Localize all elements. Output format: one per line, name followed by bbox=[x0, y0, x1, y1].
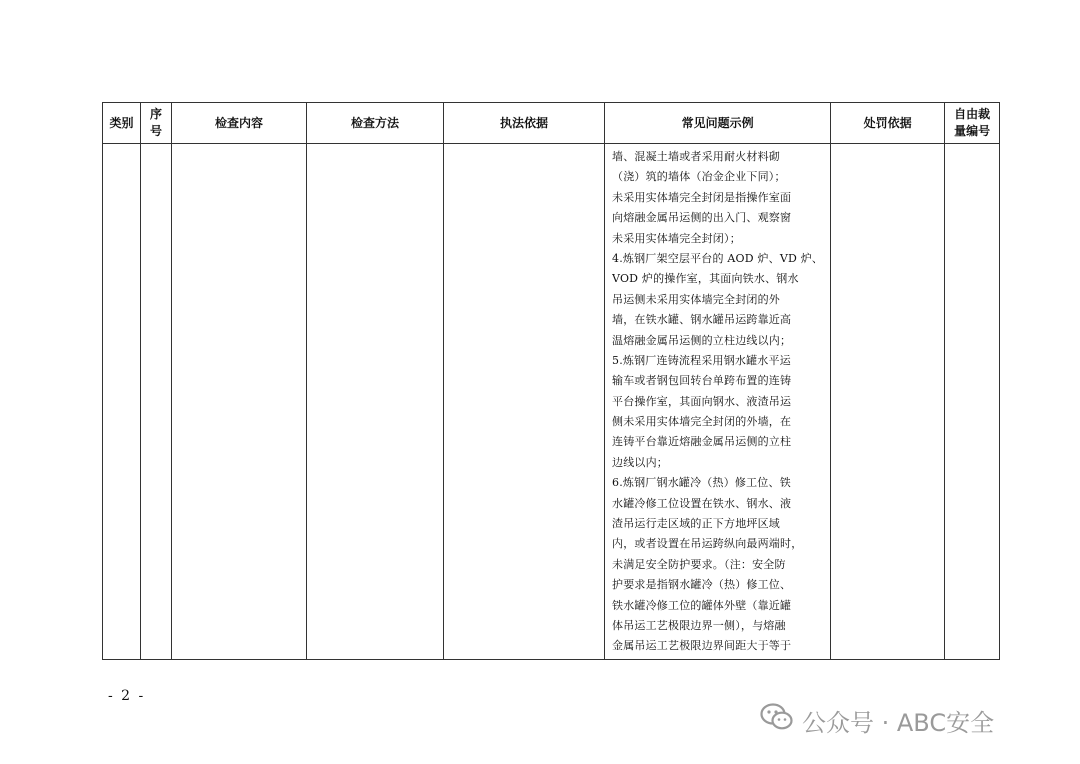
issue-line: 连铸平台靠近熔融金属吊运侧的立柱 bbox=[612, 435, 792, 449]
issue-line: 内，或者设置在吊运跨纵向最两端时， bbox=[612, 537, 803, 551]
issue-line: 5.炼钢厂连铸流程采用钢水罐水平运 bbox=[612, 353, 791, 367]
issue-line: 6.炼钢厂钢水罐冷（热）修工位、铁 bbox=[612, 476, 791, 490]
issue-line: 平台操作室，其面向钢水、液渣吊运 bbox=[612, 394, 792, 408]
issue-line: 向熔融金属吊运侧的出入门、观察窗 bbox=[612, 211, 792, 225]
cell-issues bbox=[605, 144, 831, 660]
table-header-row bbox=[103, 103, 1000, 144]
cell-discretion bbox=[945, 144, 1000, 660]
issue-line: 体吊运工艺极限边界一侧），与熔融 bbox=[612, 618, 786, 632]
issue-line: 未采用实体墙完全封闭是指操作室面 bbox=[612, 190, 792, 204]
issue-line: 墙、混凝土墙或者采用耐火材料砌 bbox=[612, 150, 780, 163]
issue-line: 4.炼钢厂架空层平台的 AOD 炉、VD 炉、 bbox=[612, 251, 824, 265]
header-method: 检查方法 bbox=[307, 103, 444, 144]
issue-line: （浇）筑的墙体（冶金企业下同）； bbox=[612, 170, 786, 184]
header-content: 检查内容 bbox=[172, 103, 307, 144]
header-issues: 常见问题示例 bbox=[605, 103, 831, 144]
header-discretion: 自由裁 量编号 bbox=[945, 103, 1000, 144]
header-seq: 序 号 bbox=[141, 103, 172, 144]
issue-line: 墙，在铁水罐、钢水罐吊运跨靠近高 bbox=[612, 313, 792, 327]
issue-line: 输车或者钢包回转台单跨布置的连铸 bbox=[612, 374, 792, 388]
issue-line: VOD 炉的操作室，其面向铁水、钢水 bbox=[612, 272, 799, 286]
table-row bbox=[103, 144, 1000, 660]
watermark-text: 公众号 · ABC安全 bbox=[802, 708, 995, 737]
cell-seq bbox=[141, 144, 172, 660]
cell-method bbox=[307, 144, 444, 660]
issue-line: 边线以内； bbox=[612, 455, 668, 469]
cell-basis bbox=[444, 144, 605, 660]
page-number: - 2 - bbox=[108, 688, 146, 704]
cell-content bbox=[172, 144, 307, 660]
inspection-table bbox=[102, 102, 1000, 660]
issue-line: 吊运侧未采用实体墙完全封闭的外 bbox=[612, 292, 780, 306]
header-category: 类别 bbox=[103, 103, 141, 144]
issue-line: 未满足安全防护要求。（注：安全防 bbox=[612, 557, 786, 571]
issue-line: 铁水罐冷修工位的罐体外壁（靠近罐 bbox=[612, 598, 792, 612]
issue-line: 温熔融金属吊运侧的立柱边线以内； bbox=[612, 333, 792, 347]
issue-line: 渣吊运行走区域的正下方地坪区域 bbox=[612, 517, 780, 531]
cell-category bbox=[103, 144, 141, 660]
issue-line: 未采用实体墙完全封闭）； bbox=[612, 231, 741, 245]
issue-line: 侧未采用实体墙完全封闭的外墙，在 bbox=[612, 415, 792, 429]
cell-penalty bbox=[831, 144, 945, 660]
issue-line: 护要求是指钢水罐冷（热）修工位、 bbox=[612, 578, 792, 592]
issue-line: 水罐冷修工位设置在铁水、钢水、液 bbox=[612, 496, 792, 510]
header-basis: 执法依据 bbox=[444, 103, 605, 144]
watermark bbox=[760, 702, 994, 738]
wechat-icon bbox=[760, 702, 794, 738]
header-penalty: 处罚依据 bbox=[831, 103, 945, 144]
issue-line: 金属吊运工艺极限边界间距大于等于 bbox=[612, 639, 792, 653]
